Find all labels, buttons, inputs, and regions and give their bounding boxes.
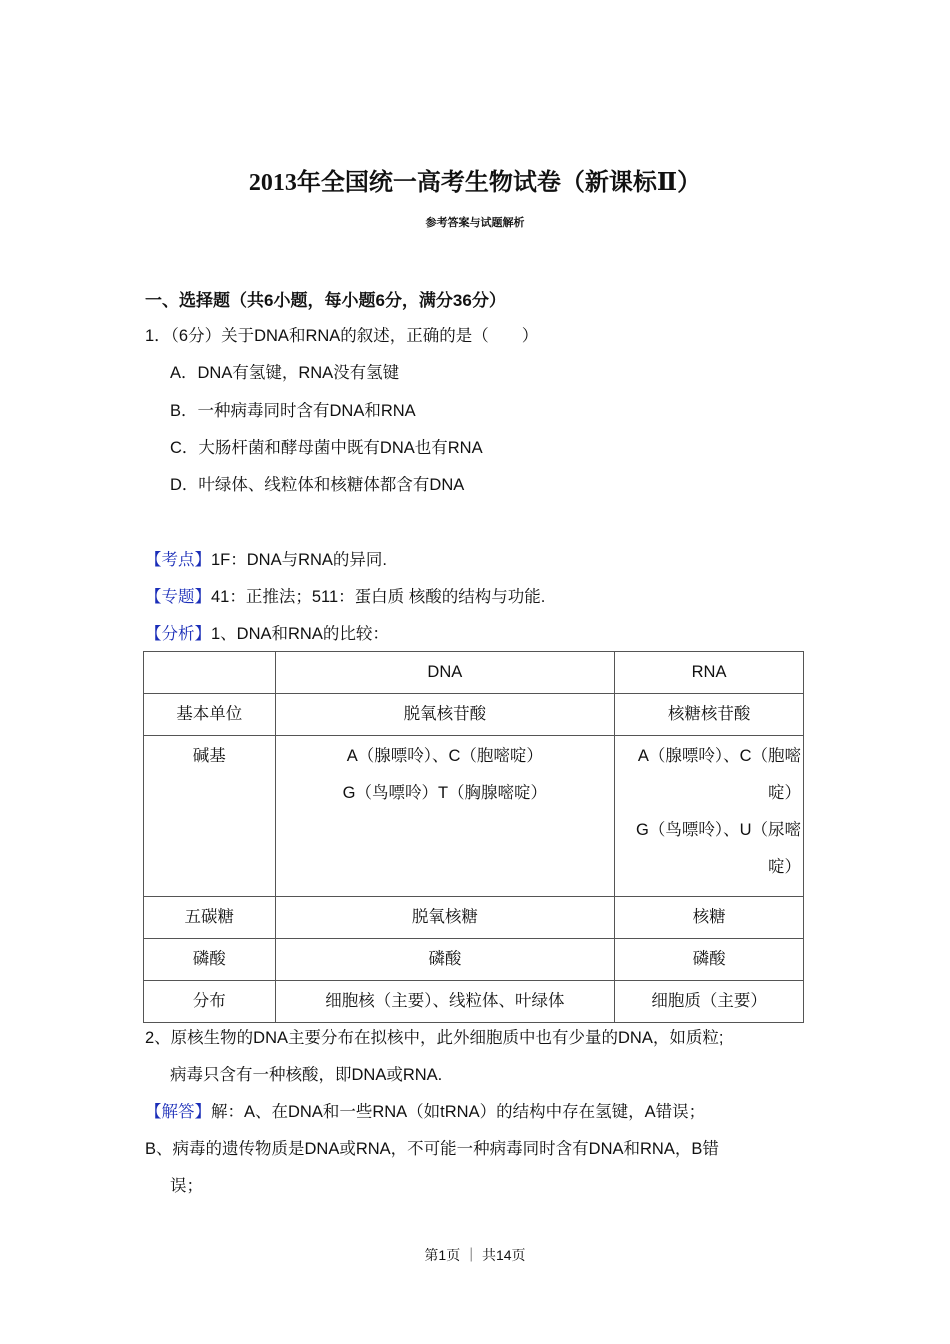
answer-tag: 【解答】 [145, 1103, 211, 1121]
row-label: 磷酸 [144, 939, 276, 981]
option-a: A．DNA有氢键，RNA没有氢键 [170, 364, 400, 382]
table-row [144, 981, 804, 1023]
row-label: 碱基 [144, 736, 276, 897]
fenxi-line [145, 620, 389, 644]
table-header-row [144, 652, 804, 694]
rna-base-line-1: A（腺嘌呤）、C（胞嘧 [637, 747, 801, 765]
kaodian-line [145, 546, 387, 570]
section-heading: 一、选择题（共6小题，每小题6分，满分36分） [145, 291, 506, 310]
rna-base-line-2: 啶） [768, 784, 801, 802]
table-row [144, 897, 804, 939]
answer-line-1 [145, 1098, 705, 1122]
rna-base-line-3: G（鸟嘌呤）、U（尿嘧 [636, 821, 801, 839]
paragraph-2-line-2: 病毒只含有一种核酸，即DNA或RNA. [170, 1066, 443, 1084]
table-header-dna: DNA [275, 652, 615, 694]
zhuanti-text: 41：正推法；511：蛋白质 核酸的结构与功能. [211, 588, 546, 606]
dna-base-line-1: A（腺嘌呤）、C（胞嘧啶） [346, 747, 543, 765]
fenxi-text: 1、DNA和RNA的比较： [211, 625, 389, 643]
kaodian-tag: 【考点】 [145, 551, 211, 569]
zhuanti-tag: 【专题】 [145, 588, 211, 606]
question-stem: 1．（6分）关于DNA和RNA的叙述，正确的是（ ） [145, 327, 539, 345]
rna-cell: 核糖核苷酸 [615, 694, 804, 736]
row-label: 五碳糖 [144, 897, 276, 939]
dna-cell: 脱氧核苷酸 [275, 694, 615, 736]
rna-cell: 核糖 [615, 897, 804, 939]
rna-cell [615, 736, 804, 897]
page-footer: 第1页 ｜ 共14页 [424, 1247, 526, 1263]
dna-cell: 脱氧核糖 [275, 897, 615, 939]
option-b: B．一种病毒同时含有DNA和RNA [170, 402, 416, 420]
kaodian-text: 1F：DNA与RNA的异同. [211, 551, 388, 569]
paragraph-2-line-1: 2、原核生物的DNA主要分布在拟核中，此外细胞质中也有少量的DNA，如质粒; [145, 1029, 724, 1047]
page-title: 2013年全国统一高考生物试卷（新课标Ⅱ） [248, 170, 702, 196]
option-c: C．大肠杆菌和酵母菌中既有DNA也有RNA [170, 439, 483, 457]
rna-cell: 细胞质（主要） [615, 981, 804, 1023]
page-subtitle: 参考答案与试题解析 [425, 217, 525, 229]
dna-cell [275, 736, 615, 897]
option-d: D．叶绿体、线粒体和核糖体都含有DNA [170, 476, 465, 494]
fenxi-tag: 【分析】 [145, 625, 211, 643]
dna-cell: 磷酸 [275, 939, 615, 981]
table-row [144, 694, 804, 736]
table-row [144, 736, 804, 897]
answer-line-2: B、病毒的遗传物质是DNA或RNA，不可能一种病毒同时含有DNA和RNA，B错 [145, 1140, 719, 1158]
dna-cell: 细胞核（主要）、线粒体、叶绿体 [275, 981, 615, 1023]
table-row [144, 939, 804, 981]
row-label: 分布 [144, 981, 276, 1023]
dna-rna-comparison-table [143, 651, 804, 1023]
table-header-empty [144, 652, 276, 694]
rna-cell: 磷酸 [615, 939, 804, 981]
table-header-rna: RNA [615, 652, 804, 694]
dna-base-line-2: G（鸟嘌呤）T（胸腺嘧啶） [342, 784, 548, 802]
answer-text-1: 解：A、在DNA和一些RNA（如tRNA）的结构中存在氢键，A错误； [211, 1103, 706, 1121]
row-label: 基本单位 [144, 694, 276, 736]
rna-base-line-4: 啶） [768, 858, 801, 876]
answer-line-3: 误； [170, 1177, 203, 1195]
zhuanti-line [145, 583, 545, 607]
